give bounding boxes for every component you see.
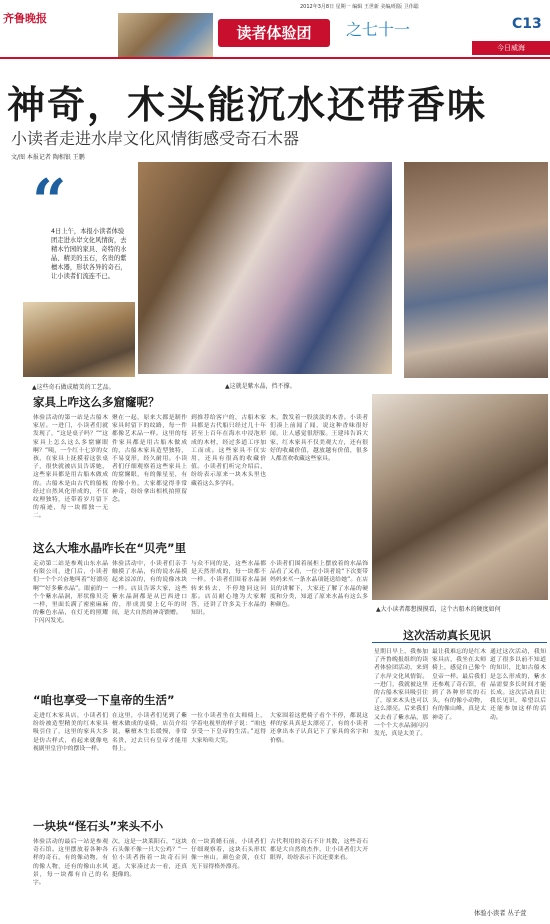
- section-emperor-col-4: 大家围着这把椅子看个不停，都说这样的家具真是太漂亮了，有的小读者还拿出本子认真记下了家具的名字和价格。: [270, 713, 368, 744]
- section-heading-crystal: 这么大堆水晶咋长在“贝壳”里: [33, 541, 187, 555]
- section-furniture-col-3: 到推荐给客户的，古船木家具都是古代船只经过几十年甚至上百年在海水中浸泡形成的木材，经过多道工序加工而成。这些家具不仅实用，还具有很高的收藏价值。小读者们听完介绍后，纷纷表示原来一块木头里也藏着这么多学问。: [191, 415, 266, 487]
- section-furniture-col-1: 体验活动的第一站是古船木家居。一进门，小读者们就发现了，“这是桌子吗？”“这家具上怎么这么多窟窿眼啊？”咦，一个红十七岁的女孩，在家具上抚摸着这张桌子，很快就被店员告诉她，这些家具都是用古船木做成的。古船木是由古代的船板经过自然风化形成的，不仅纹理独特，还带着岁月留下的痕迹，每一块都独一无二。: [33, 415, 108, 520]
- sidebar-col-3: 通过这次活动，我知道了很多以前不知道的知识，比如古船木是怎么形成的，紫水晶需要多长时间才能长成。这次活动真让我长见识，希望以后还能参加这样的活动。: [490, 649, 546, 721]
- section-furniture-col-2: 聚在一起，原来大都是制作家具时留下的纹路，每一件都像艺术品一样。这里的每件家具都是用古船木做成的，古船木家具造型独特，不易变形，经久耐用。小读者们仔细观察着这些家具上的窟窿眼，有的像星星，有的像小鱼，大家都觉得非常神奇，纷纷拿出相机拍照留念。: [112, 415, 187, 504]
- banner-issue-number: 之七十一: [346, 20, 411, 39]
- intro-text: 4日上午，本报小读者体验团走进水岸文化风情街，去精木竹园的家具、奇特的水晶、精美的玉石，名贵的紫檀木器，形状各异的奇石，让小读者们流连不已。: [51, 228, 127, 280]
- kids-wood-photo-caption: ▲大小读者都想摸摸看，这个古船木的硬度如何: [376, 606, 501, 613]
- section-heading-stones: 一块块“怪石头”来头不小: [33, 819, 164, 833]
- section-furniture-col-4: 木，散发着一股淡淡的木香。小读者们凑上前闻了闻，说这种香味很好闻，让人感觉很舒服。王建玮告诉大家，红木家具不仅美观大方，还有很好的收藏价值，越放越有价值，很多人都喜欢收藏这些家具。: [270, 415, 368, 463]
- header-rule: [0, 57, 550, 59]
- section-stones-col-3: 在一块黄蜡石前，小读者们仔细观察着，这块石头形状像一座山，颜色金黄，在灯光下显得格外漂亮。: [191, 839, 266, 870]
- crystal-photo: [138, 162, 392, 374]
- subheadline: 小读者走进水岸文化风情街感受奇石木器: [11, 129, 300, 148]
- byline: 文/图 本报记者 陶相银 王鹏: [11, 154, 85, 161]
- page-number: C13: [512, 16, 542, 32]
- section-crystal-col-1: 走动第二站是参观山东水晶有限公司，进门后，小读者们一个个兴奋地叫着“好漂亮啊”“好多紫水晶”。眼前的一个个紫水晶洞，形状像贝壳一样，里面长满了密密麻麻的紫色水晶，在灯光的照耀下闪闪发光。: [33, 561, 108, 625]
- section-crystal-col-2: 体验活动中，小读者们亲手触摸了水晶，有的说水晶摸起来凉凉的，有的说像冰块一样。店员告诉大家，这些紫水晶洞都是从巴西进口的，形成需要上亿年的时间，是大自然的神奇馈赠。: [112, 561, 187, 617]
- section-stones-col-4: 古代利用的奇石不计其数，这些奇石都是大自然的杰作，让小读者们大开眼界，纷纷表示下次还要来看。: [270, 839, 368, 862]
- section-stones-col-2: 次，这是一块莱阳石，“这块石头像不像一只大公鸡？”一位小读者指着一块奇石问道。大家凑过去一看，还真挺像的。: [112, 839, 187, 878]
- sidebar-rule: [372, 642, 547, 643]
- crystal-photo-caption: ▲这就是紫水晶，挡不撑。: [225, 383, 296, 390]
- headline: 神奇，木头能沉水还带香味: [7, 83, 488, 127]
- sidebar-title: 这次活动真长见识: [403, 629, 491, 642]
- section-crystal-col-3: 与众不同的是，这些水晶都是天然形成的，每一块都不一样。小读者们围着水晶洞转来转去，不停地问这问那。店员耐心地为大家解答，还讲了许多关于水晶的知识。: [191, 561, 266, 617]
- section-crystal-col-4: 小读者们围着展柜上摆放着的水晶饰品看了又看，一位小读者说“下次要带妈妈来买一条水晶项链送给她”。在店员的讲解下，大家还了解了水晶的硬度和分类，知道了原来水晶有这么多种颜色。: [270, 561, 368, 609]
- sidebar-col-2: 最让我难忘的是红木家具店，我坐在太师椅上，感觉自己像个皇帝一样。最后我们还参观了奇石馆，看到了各种形状的石头，有的像小动物，有的像山峰，真是太神奇了。: [432, 649, 486, 721]
- section-tab: 今日威海: [472, 41, 550, 55]
- section-emperor-col-1: 走进红木家具店，小读者们纷纷被造型精美的红木家具吸引住了，这里的家具大多是仿古样式，看起来就像电视剧里皇宫中的摆设一样。: [33, 713, 108, 752]
- newspaper-logo: 齐鲁晚报: [3, 12, 47, 25]
- section-heading-furniture: 家具上咋这么多窟窿呢？: [33, 395, 160, 409]
- section-emperor-col-2: 在这里，小读者们见到了紫檀木做成的桌椅，店员介绍说，紫檀木生长缓慢，非常名贵，过去只有皇帝才能用得上。: [112, 713, 187, 752]
- sidebar-col-1: 星期日早上，我参加了齐鲁晚报组织的读者体验团活动，来到了水岸文化风情街。一进门，我就被这里的古船木家具吸引住了，原来木头也可以这么漂亮。后来我们又去看了紫水晶，那一个个大水晶洞闪闪发光，真是太美了。: [374, 649, 428, 738]
- kids-wood-photo: [372, 394, 548, 600]
- section-emperor-col-3: 一位小读者坐在太师椅上，学着电视里的样子说：“咱也享受一下皇帝的生活。”逗得大家哈哈大笑。: [191, 713, 266, 744]
- column-banner: [118, 13, 530, 57]
- section-stones-col-1: 体验活动的最后一站是参观奇石馆。这里摆放着各种各样的奇石，有的像动物，有的像人物，还有的像山水风景，每一块都有自己的名字。: [33, 839, 108, 887]
- stone-photo: [23, 302, 135, 377]
- dateline: 2012年3月8日 星期一 编辑 王世新 美编/组版 卫伟聪: [300, 4, 419, 10]
- crystal-closeup-photo: [404, 162, 548, 378]
- banner-title: 读者体验团: [218, 19, 330, 47]
- quote-mark-icon: “: [32, 167, 67, 237]
- section-heading-emperor: “咱也享受一下皇帝的生活”: [33, 693, 175, 707]
- stone-photo-caption: ▲这些奇石做成精美的工艺品。: [32, 384, 115, 391]
- sidebar-author: 体验小读者 丛子萱: [474, 910, 527, 917]
- banner-photo: [118, 13, 213, 57]
